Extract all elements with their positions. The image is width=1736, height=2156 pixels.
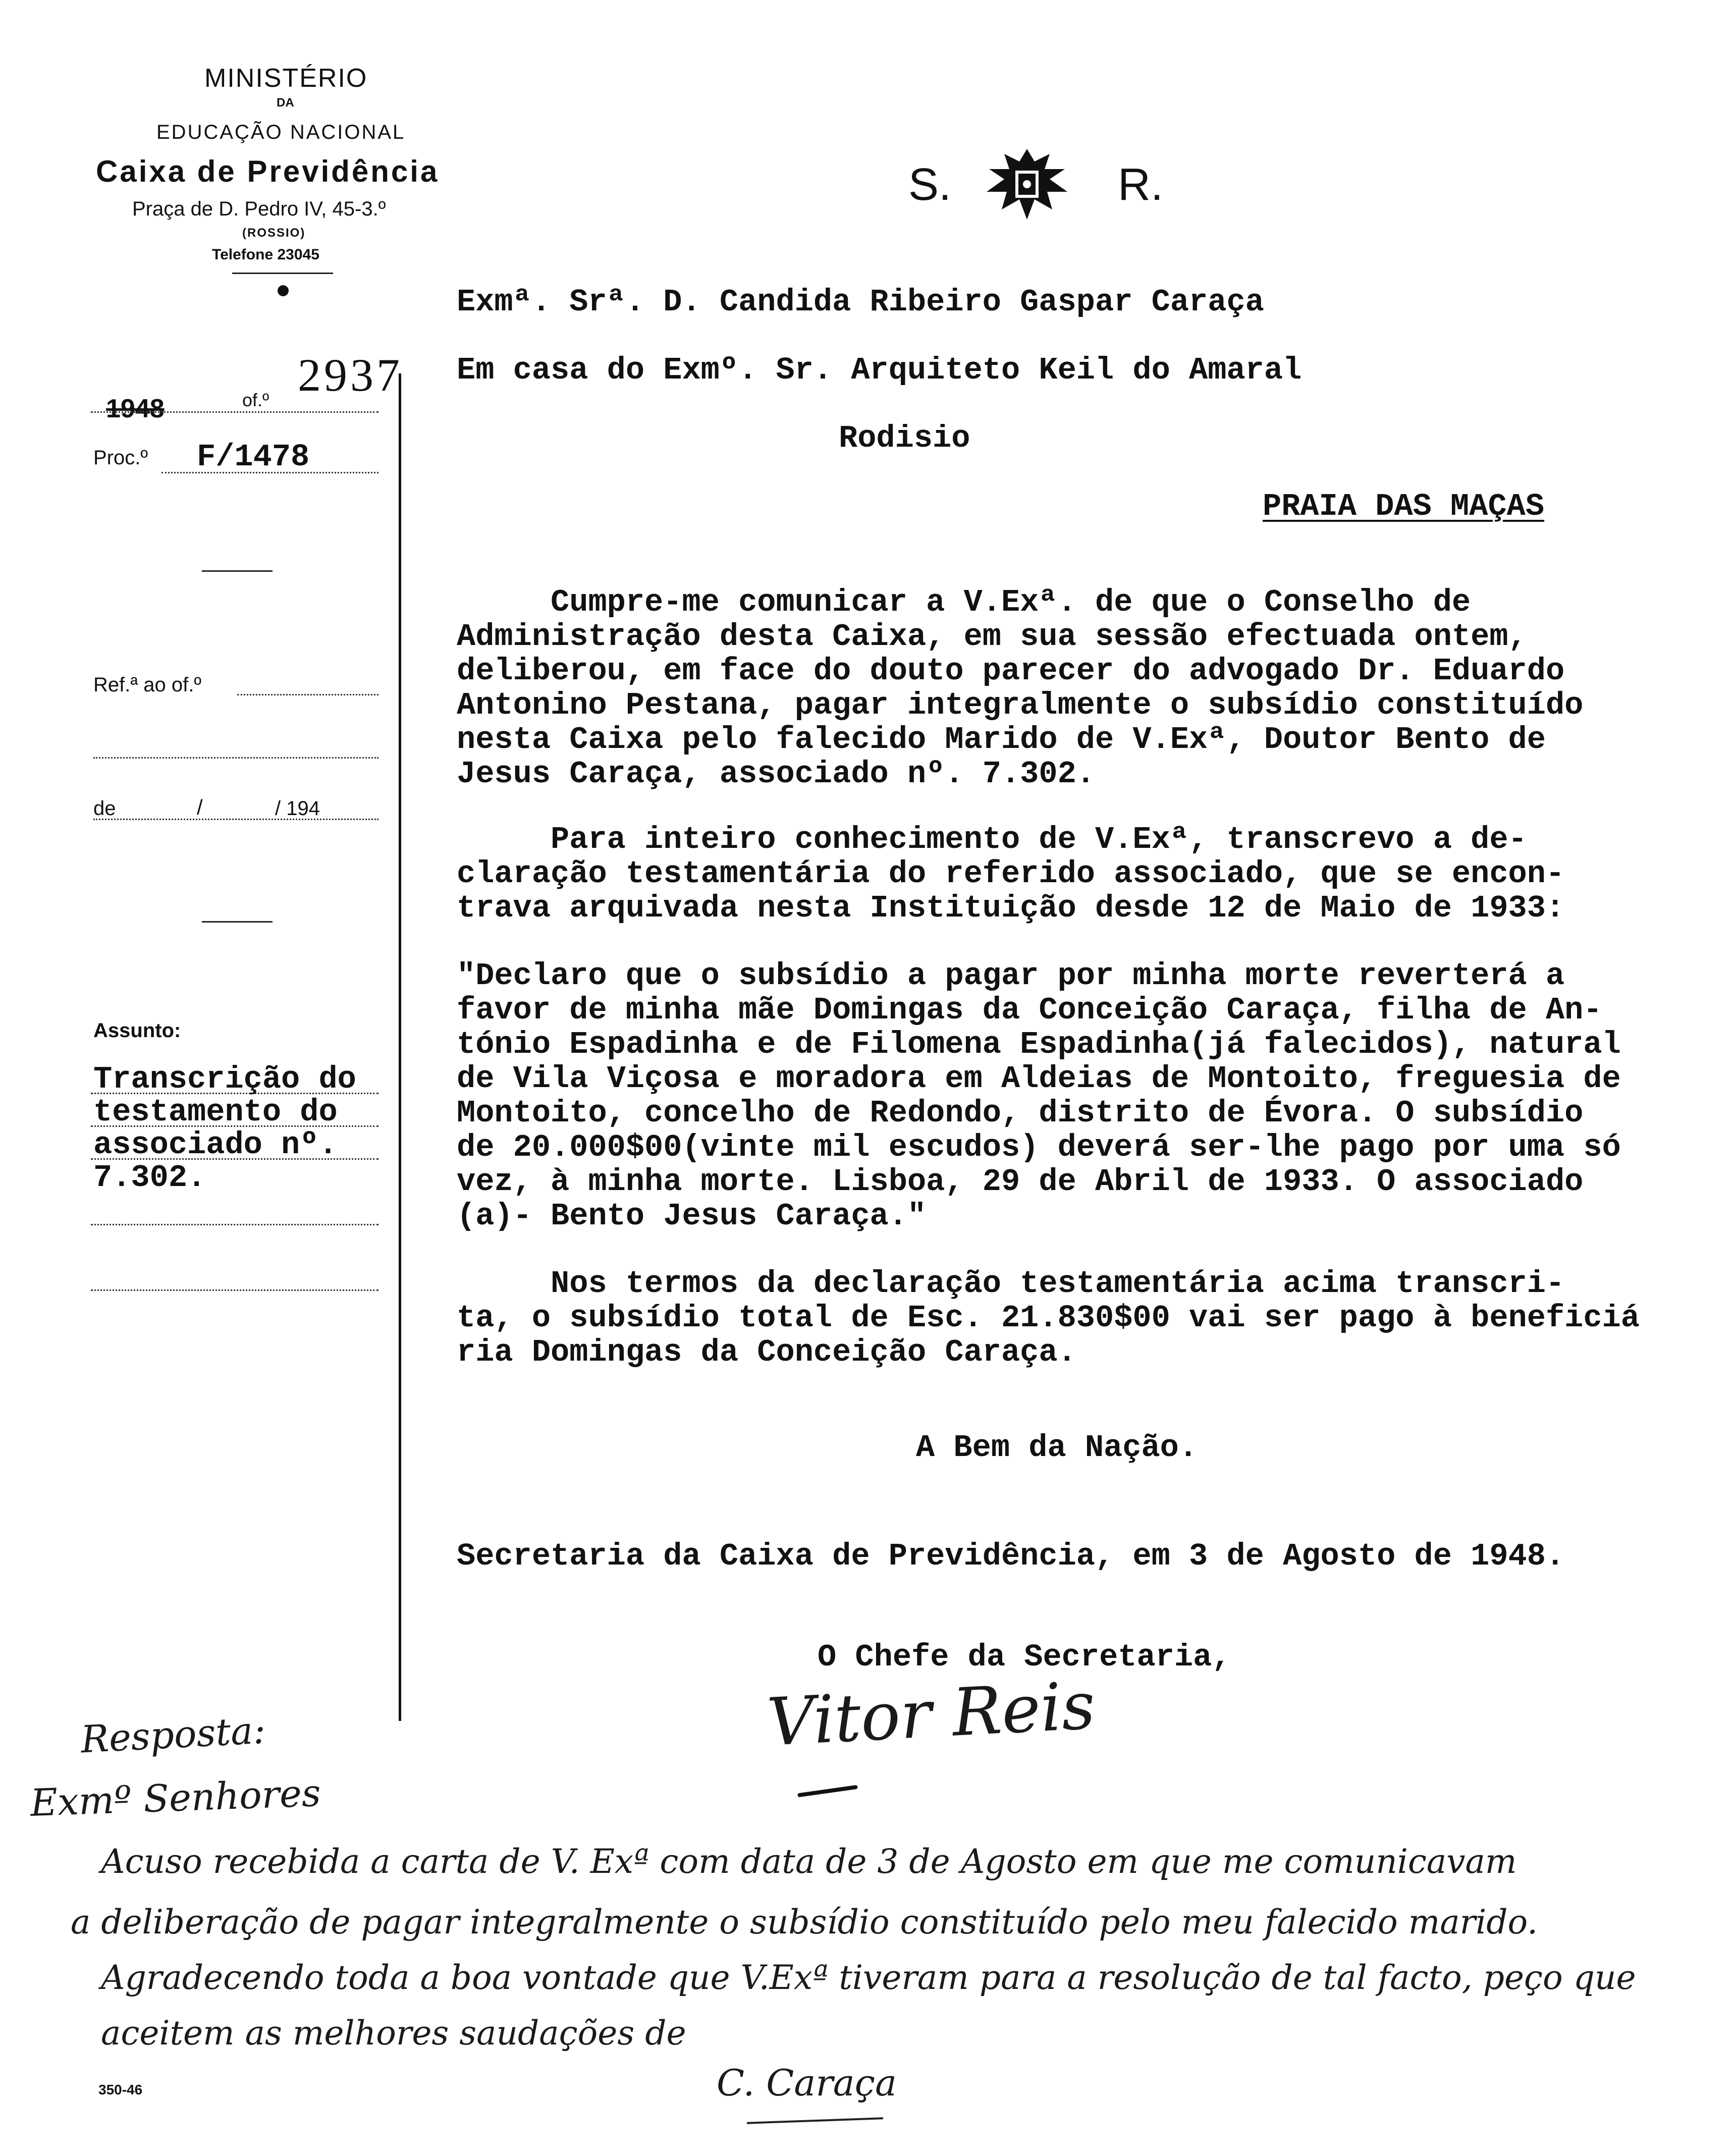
quoted-declaration [457,959,1621,1233]
paragraph-1 [457,585,1583,791]
reference-dotted-line [237,694,378,695]
date-dotted-line [93,819,378,820]
text-line: ria Domingas da Conceição Caraça. [457,1334,1076,1370]
text-line: Para inteiro conhecimento de V.Exª, transcrevo a de- [457,822,1527,857]
subject-line: 7.302. [93,1160,206,1196]
date-label: de [93,797,116,820]
subject-dotted-line [91,1158,378,1160]
subject-dotted-line [91,1224,378,1225]
header-r: R. [1118,159,1163,210]
letterhead-ministry: MINISTÉRIO [204,64,368,93]
text-line: favor de minha mãe Domingas da Conceição Caraça, filha de An- [457,992,1602,1028]
date-year: / 194 [275,797,320,820]
reply-signature: C. Caraça [717,2062,897,2104]
recipient-name: Exmª. Srª. D. Candida Ribeiro Gaspar Caraça [457,284,1264,320]
text-line: Cumpre-me comunicar a V.Exª. de que o Conselho de [457,584,1471,620]
text-line: deliberou, em face do douto parecer do advogado Dr. Eduardo [457,653,1565,689]
recipient-locality: Rodisio [839,420,970,456]
reply-line: Agradecendo toda a boa vontade que V.Exª tiveram para a resolução de tal facto, peço que [101,1958,1636,1997]
letterhead-rule [232,273,333,274]
reply-signature-underline [747,2117,883,2124]
process-label: Proc.º [93,447,148,469]
reply-line: a deliberação de pagar integralmente o subsídio constituído pelo meu falecido marido. [71,1903,1538,1942]
text-line: Antonino Pestana, pagar integralmente o subsídio constituído [457,687,1584,723]
signature-dash [797,1785,858,1798]
subject-dotted-line [91,1093,378,1094]
reply-line: Acuso recebida a carta de V. Exª com data de 3 de Agosto em que me comunicavam [101,1842,1517,1881]
reply-line: aceitem as melhores saudações de [101,2014,686,2053]
subject-dotted-line [91,1125,378,1127]
text-line: Jesus Caraça, associado nº. 7.302. [457,756,1096,792]
reply-title: Resposta: [80,1708,267,1762]
recipient-town: PRAIA DAS MAÇAS [1263,489,1545,524]
reference-dotted-line-2 [93,757,378,759]
text-line: trava arquivada nesta Instituição desde 12 de Maio de 1933: [457,890,1565,926]
text-line: Montoito, concelho de Redondo, distrito de Évora. O subsídio [457,1095,1584,1131]
paragraph-4 [457,1267,1640,1370]
subject-dotted-line [91,1289,378,1291]
letterhead-telephone: Telefone 23045 [212,246,319,263]
text-line: (a)- Bento Jesus Caraça." [457,1198,927,1234]
text-line: ta, o subsídio total de Esc. 21.830$00 vai ser pago à beneficiá [457,1300,1640,1336]
signature: Vitor Reis [765,1667,1097,1761]
reply-salutation: Exmº Senhores [29,1771,322,1825]
text-line: Administração desta Caixa, em sua sessão efectuada ontem, [457,619,1527,655]
subject-line: testamento do [93,1094,338,1130]
text-line: claração testamentária do referido associado, que se encon- [457,856,1565,892]
paragraph-2 [457,823,1564,926]
header-s: S. [908,159,952,210]
subject-line: Transcrição do [93,1061,356,1097]
reference-label: Ref.ª ao of.º [93,674,201,696]
letterhead-address: Praça de D. Pedro IV, 45-3.º [132,198,386,220]
closing-formula: A Bem da Nação. [916,1430,1198,1466]
process-dotted-line [161,472,378,473]
letterhead-caixa: Caixa de Previdência [96,154,440,188]
office-dotted-line [91,411,378,413]
margin-vertical-rule [399,373,401,1721]
text-line: tónio Espadinha e de Filomena Espadinha(já falecidos), natural [457,1027,1621,1062]
letterhead-education: EDUCAÇÃO NACIONAL [156,121,406,143]
text-line: Nos termos da declaração testamentária acima transcri- [457,1266,1565,1302]
signatory-title: O Chefe da Secretaria, [818,1639,1231,1675]
margin-dash [202,921,273,923]
letterhead-da: DA [277,96,294,110]
text-line: de 20.000$00(vinte mil escudos) deverá ser-lhe pago por uma só [457,1129,1621,1165]
dateline: Secretaria da Caixa de Previdência, em 3 de Agosto de 1948. [457,1538,1565,1574]
office-number: 2937 [298,349,403,401]
text-line: de Vila Viçosa e moradora em Aldeias de Montoito, freguesia de [457,1061,1621,1097]
coat-of-arms-icon [984,146,1070,222]
form-code: 350-46 [98,2082,143,2097]
date-slash: / [197,795,203,819]
recipient-care-of: Em casa do Exmº. Sr. Arquiteto Keil do Amaral [457,352,1302,388]
subject-label: Assunto: [93,1019,181,1042]
text-line: "Declaro que o subsídio a pagar por minha morte reverterá a [457,958,1565,994]
subject-line: associado nº. [93,1127,338,1163]
process-value: F/1478 [197,439,310,475]
text-line: vez, à minha morte. Lisboa, 29 de Abril de 1933. O associado [457,1164,1584,1200]
letterhead-dot [278,285,289,296]
office-year: 1948 [106,394,165,423]
office-label: of.º [242,390,269,410]
margin-dash [202,570,273,572]
letterhead-rossio: (ROSSIO) [242,226,306,240]
text-line: nesta Caixa pelo falecido Marido de V.Exª, Doutor Bento de [457,722,1546,758]
